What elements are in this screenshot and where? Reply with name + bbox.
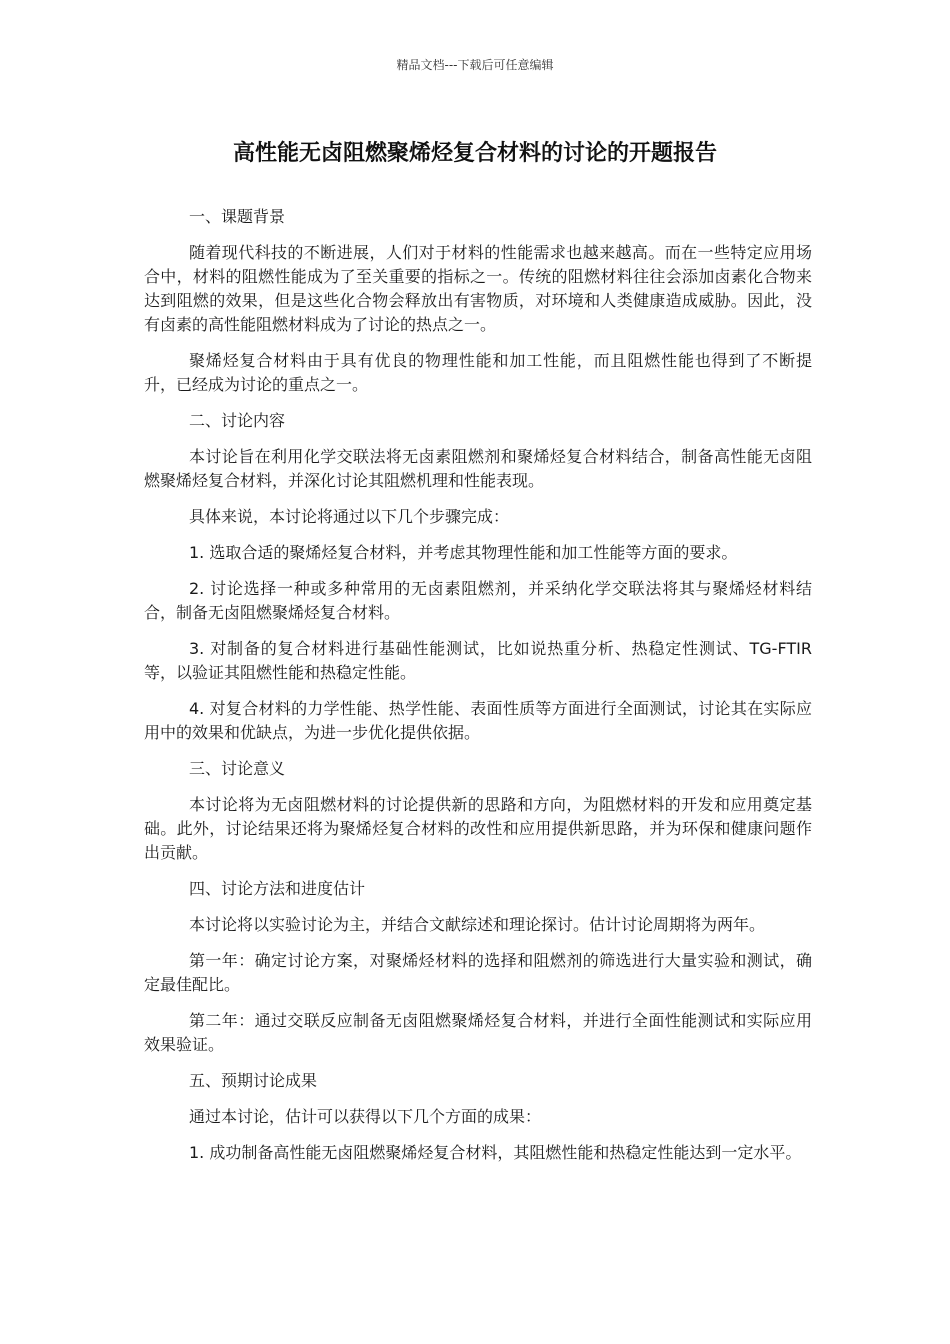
- section-heading: 二、讨论内容: [189, 411, 286, 430]
- section-heading: 五、预期讨论成果: [189, 1071, 318, 1090]
- header-note: 精品文档---下载后可任意编辑: [396, 58, 554, 72]
- body-paragraph: 4. 对复合材料的力学性能、热学性能、表面性质等方面进行全面测试，讨论其在实际应用中的效果和优缺点，为进一步优化提供依据。: [144, 699, 812, 742]
- body-paragraph: 3. 对制备的复合材料进行基础性能测试，比如说热重分析、热稳定性测试、TG-FTIR 等，以验证其阻燃性能和热稳定性能。: [144, 639, 812, 682]
- body-paragraph: 1. 选取合适的聚烯烃复合材料，并考虑其物理性能和加工性能等方面的要求。: [189, 543, 738, 562]
- body-paragraph: 聚烯烃复合材料由于具有优良的物理性能和加工性能，而且阻燃性能也得到了不断提升，已经成为讨论的重点之一。: [144, 351, 812, 394]
- body-paragraph: 1. 成功制备高性能无卤阻燃聚烯烃复合材料，其阻燃性能和热稳定性能达到一定水平。: [189, 1143, 802, 1162]
- document-body: [144, 205, 812, 1177]
- document-title: 高性能无卤阻燃聚烯烃复合材料的讨论的开题报告: [232, 141, 717, 166]
- body-paragraph: 随着现代科技的不断进展，人们对于材料的性能需求也越来越高。而在一些特定应用场合中，材料的阻燃性能成为了至关重要的指标之一。传统的阻燃材料往往会添加卤素化合物来达到阻燃的效果，但是这些化合物会释放出有害物质，对环境和人类健康造成威胁。因此，没有卤素的高性能阻燃材料成为了讨论的热点之一。: [144, 243, 812, 334]
- body-paragraph: 本讨论将为无卤阻燃材料的讨论提供新的思路和方向，为阻燃材料的开发和应用奠定基础。此外，讨论结果还将为聚烯烃复合材料的改性和应用提供新思路，并为环保和健康问题作出贡献。: [144, 795, 812, 862]
- body-paragraph: 本讨论将以实验讨论为主，并结合文献综述和理论探讨。估计讨论周期将为两年。: [189, 915, 766, 934]
- body-paragraph: 通过本讨论，估计可以获得以下几个方面的成果：: [189, 1107, 542, 1126]
- section-heading: 一、课题背景: [189, 207, 286, 226]
- body-paragraph: 2. 讨论选择一种或多种常用的无卤素阻燃剂，并采纳化学交联法将其与聚烯烃材料结合，制备无卤阻燃聚烯烃复合材料。: [144, 579, 812, 622]
- body-paragraph: 第二年：通过交联反应制备无卤阻燃聚烯烃复合材料，并进行全面性能测试和实际应用效果验证。: [144, 1011, 812, 1054]
- body-paragraph: 本讨论旨在利用化学交联法将无卤素阻燃剂和聚烯烃复合材料结合，制备高性能无卤阻燃聚烯烃复合材料，并深化讨论其阻燃机理和性能表现。: [144, 447, 812, 490]
- body-paragraph: 第一年：确定讨论方案，对聚烯烃材料的选择和阻燃剂的筛选进行大量实验和测试，确定最佳配比。: [144, 951, 812, 994]
- section-heading: 四、讨论方法和进度估计: [189, 879, 366, 898]
- body-paragraph: 具体来说，本讨论将通过以下几个步骤完成：: [189, 507, 510, 526]
- section-heading: 三、讨论意义: [189, 759, 286, 778]
